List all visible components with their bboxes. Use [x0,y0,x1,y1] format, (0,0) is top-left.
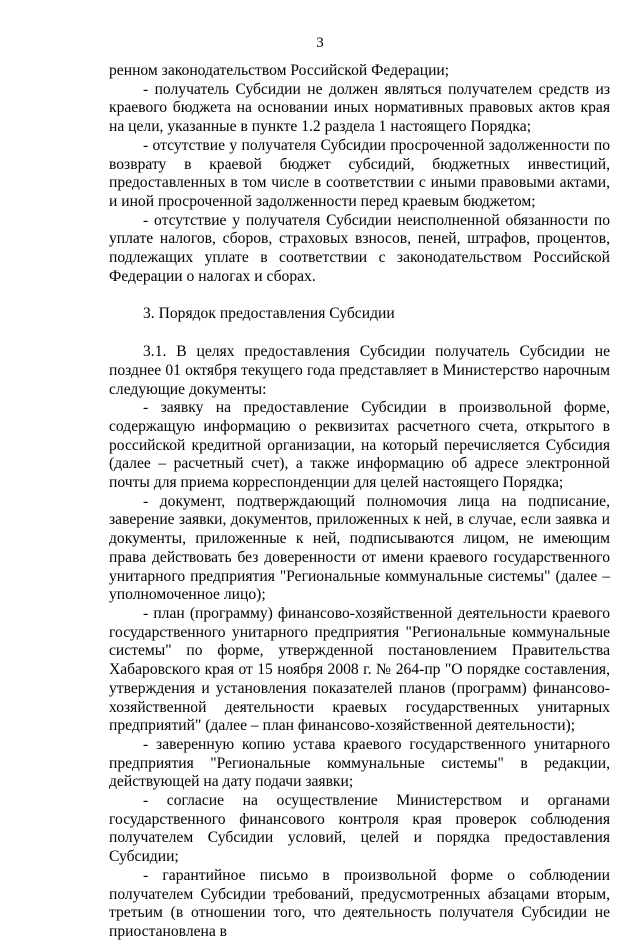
paragraph: - согласие на осуществление Министерством и органами государственного финансового контроля края проверок соблюдения получателем Субсидии условий, целей и порядка предоставления Субсидии; [109,792,610,866]
paragraph: - отсутствие у получателя Субсидии неисполненной обязанности по уплате налогов, сборов, страховых взносов, пеней, штрафов, процентов, подлежащих уплате в соответствии с законодательством Российской Федерации о налогах и сборах. [109,211,610,285]
paragraph: 3.1. В целях предоставления Субсидии получатель Субсидии не позднее 01 октября текущего года представляет в Министерство нарочным следующие документы: [109,343,610,398]
paragraph: ренном законодательством Российской Федерации; [109,62,450,79]
paragraph: - получатель Субсидии не должен являться получателем средств из краевого бюджета на основании иных нормативных правовых актов края на цели, указанные в пункте 1.2 раздела 1 настоящего Порядка; [109,80,610,136]
paragraph: - отсутствие у получателя Субсидии просроченной задолженности по возврату в краевой бюджет субсидий, бюджетных инвестиций, предоставленных в том числе в соответствии с иными правовыми актами, и иной просроченной задолженности перед краевым бюджетом; [109,136,610,210]
document-body [109,62,610,942]
paragraph: - план (программу) финансово-хозяйственной деятельности краевого государственного унитарного предприятия "Региональные коммунальные системы" по форме, утвержденной постановлением Правительства Хабаровского края от 15 ноября 2008 г. № 264-пр "О порядке составления, утверждения и установления показателей планов (программ) финансово-хозяйственной деятельности краевых государственных унитарных предприятий" (далее – план финансово-хозяйственной деятельности); [109,604,610,735]
paragraph: - заверенную копию устава краевого государственного унитарного предприятия "Региональные коммунальные системы" в редакции, действующей на дату подачи заявки; [109,735,610,791]
paragraph: - заявку на предоставление Субсидии в произвольной форме, содержащую информацию о реквизитах расчетного счета, открытого в российской кредитной организации, на который перечисляется Субсидия (далее – расчетный счет), а также информацию об адресе электронной почты для приема корреспонденции для целей настоящего Порядка; [109,399,610,492]
section-heading: 3. Порядок предоставления Субсидии [143,305,395,323]
paragraph: - гарантийное письмо в произвольной форме о соблюдении получателем Субсидии требований, предусмотренных абзацами вторым, третьим (в отношении того, что деятельность получателя Субсидии не приостановлена в [109,866,610,940]
page-number: 3 [316,35,324,51]
paragraph: - документ, подтверждающий полномочия лица на подписание, заверение заявки, документов, приложенных к ней, в случае, если заявка и документы, приложенные к ней, подписываются лицом, не имеющим права действовать без доверенности от имени краевого государственного унитарного предприятия "Региональные коммунальные системы" (далее – уполномоченное лицо); [109,492,610,604]
